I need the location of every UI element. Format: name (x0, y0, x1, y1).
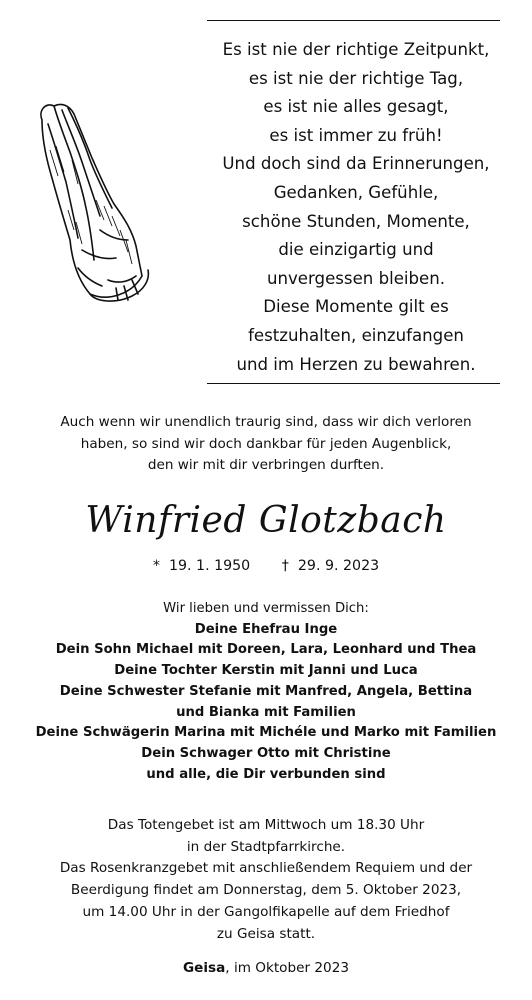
poem-line: unvergessen bleiben. (266, 268, 446, 288)
intro-line: Auch wenn wir unendlich traurig sind, dass wir dich verloren (60, 414, 472, 430)
poem-line: Und doch sind da Erinnerungen, (222, 154, 490, 174)
mourner-line: und Bianka mit Familien (176, 704, 356, 720)
service-line: um 14.00 Uhr in der Gangolfikapelle auf dem Friedhof (82, 903, 450, 920)
service-info (0, 815, 532, 945)
service-line: Das Totengebet ist am Mittwoch um 18.30 Uhr (107, 817, 425, 833)
poem-line: es ist nie alles gesagt, (263, 97, 449, 117)
intro-text (0, 412, 532, 477)
intro-line: haben, so sind wir doch dankbar für jeden Augenblick, (80, 435, 452, 452)
poem-top-rule (207, 20, 500, 21)
mourner-line: und alle, die Dir verbunden sind (146, 766, 386, 782)
service-line: Beerdigung findet am Donnerstag, dem 5. Oktober 2023, (70, 882, 462, 899)
poem-line: festzuhalten, einzufangen (248, 325, 464, 345)
poem (200, 36, 512, 379)
intro-line: den wir mit dir verbringen durften. (147, 457, 385, 473)
poem-line: Es ist nie der richtige Zeitpunkt, (222, 40, 490, 59)
service-line: zu Geisa statt. (216, 925, 316, 942)
praying-hands-icon (20, 80, 160, 305)
mourner-line: Deine Schwägerin Marina mit Michéle und Marko mit Familien (35, 725, 497, 741)
poem-line: Diese Momente gilt es (263, 297, 449, 317)
mourners-list (0, 599, 532, 785)
mourner-line: Dein Sohn Michael mit Doreen, Lara, Leonhard und Thea (55, 642, 477, 658)
service-line: Das Rosenkranzgebet mit anschließendem Requiem und der (59, 860, 473, 877)
poem-line: und im Herzen zu bewahren. (236, 354, 476, 374)
mourner-line: Dein Schwager Otto mit Christine (141, 745, 391, 761)
service-line: in der Stadtpfarrkirche. (186, 838, 346, 855)
poem-line: Gedanken, Gefühle, (273, 182, 439, 202)
poem-line: schöne Stunden, Momente, (242, 211, 470, 231)
poem-line: es ist immer zu früh! (269, 125, 443, 145)
closing-line (0, 958, 532, 978)
mourner-line: Deine Ehefrau Inge (194, 621, 338, 637)
poem-line: es ist nie der richtige Tag, (248, 68, 464, 88)
closing-date: , im Oktober 2023 (225, 960, 349, 976)
mourners-intro: Wir lieben und vermissen Dich: (163, 601, 369, 616)
mourner-line: Deine Tochter Kerstin mit Janni und Luca (114, 663, 418, 679)
life-dates: * 19. 1. 1950 † 29. 9. 2023 (152, 558, 380, 574)
poem-bottom-rule (207, 383, 500, 384)
closing-place: Geisa (182, 960, 226, 976)
deceased-name: Winfried Glotzbach (85, 500, 447, 541)
mourner-line: Deine Schwester Stefanie mit Manfred, Angela, Bettina (59, 683, 473, 699)
poem-line: die einzigartig und (278, 240, 434, 260)
